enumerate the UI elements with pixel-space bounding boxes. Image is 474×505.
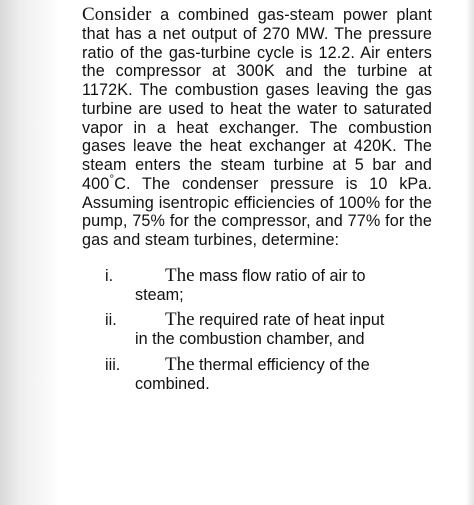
list-item bbox=[82, 311, 432, 349]
item-text: thermal efficiency of the bbox=[194, 355, 370, 374]
item-number: ii. bbox=[105, 311, 117, 330]
item-text: mass flow ratio of air to bbox=[194, 266, 366, 285]
item-text: required rate of heat input bbox=[194, 311, 385, 330]
item-lead: The bbox=[165, 309, 195, 331]
paragraph-text-1: a combined gas-steam power plant that has a net output of 270 MW. The pressure ratio of the gas-turbine cycle is 12.2. Air enters the compressor at 300K and the turbine at 1172K. The combustion gases leaving the gas turbine are used to heat the water to saturated vapor in a heat exchanger. The combustion gases leave the heat exchanger at 420K. The steam enters the steam turbine at 5 bar and bbox=[82, 6, 432, 174]
problem-paragraph bbox=[82, 6, 432, 250]
page-shadow-left bbox=[0, 0, 66, 505]
paragraph-temp: 400 bbox=[82, 174, 110, 193]
item-number: i. bbox=[105, 266, 114, 285]
item-line-2: combined. bbox=[135, 374, 210, 393]
item-line-2: steam; bbox=[135, 285, 184, 304]
item-lead: The bbox=[165, 264, 195, 286]
question-list bbox=[82, 264, 432, 394]
paragraph-text-2: C. The condenser pressure is 10 kPa. Assuming isentropic efficiencies of 100% for the pump, 75% for the compressor, and 77% for the gas and steam turbines, determine: bbox=[82, 174, 432, 249]
item-lead: The bbox=[165, 353, 195, 375]
list-item bbox=[82, 353, 432, 394]
lead-word: Consider bbox=[82, 4, 152, 25]
degree-symbol: ° bbox=[109, 171, 115, 186]
list-item bbox=[82, 264, 432, 305]
problem-statement bbox=[82, 6, 432, 400]
item-line-2: in the combustion chamber, and bbox=[135, 330, 365, 348]
page-shadow-right bbox=[466, 0, 474, 505]
item-number: iii. bbox=[105, 355, 121, 374]
